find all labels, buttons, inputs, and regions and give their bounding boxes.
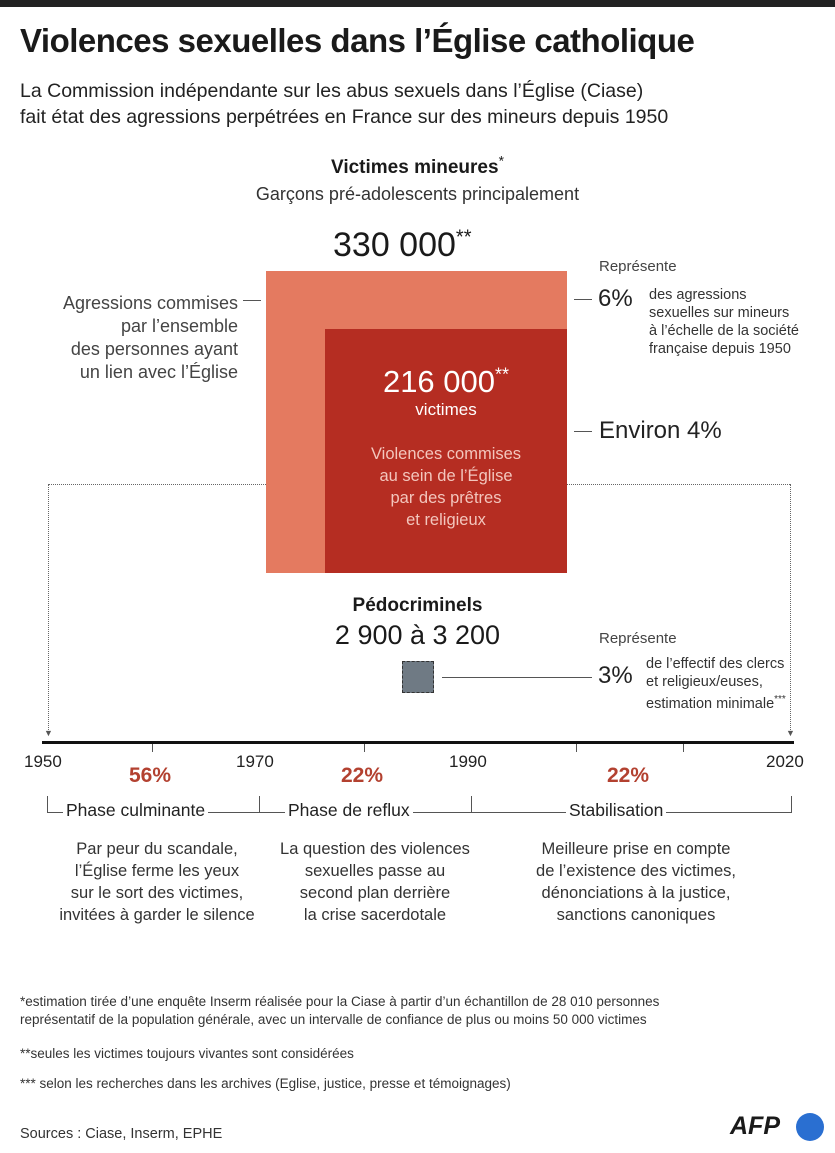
timeline-tick — [576, 744, 577, 752]
footnote-mark: ** — [495, 364, 510, 385]
guide-dotted-line — [567, 484, 790, 485]
footnote-text: estimation tirée d’une enquête Inserm réalisée pour la Ciase à partir d’un échantillon de 28 010 personnes — [25, 994, 660, 1009]
arrow-down-icon: ▼ — [786, 728, 795, 738]
connector-line — [574, 431, 592, 432]
year-label: 2020 — [766, 752, 804, 771]
footnote-mark: * — [20, 994, 26, 1009]
description-line: sur le sort des victimes, — [70, 884, 244, 902]
description-line: de l’effectif des clercs — [646, 656, 785, 672]
total-victims-number: 330 000 — [333, 226, 456, 264]
footnote-line: représentatif de la population générale, avec un intervalle de confiance de plus ou moins 50 000 victimes — [20, 1012, 647, 1027]
footnote-text: selon les recherches dans les archives (Eglise, justice, presse et témoignages) — [35, 1076, 511, 1091]
description-line: Meilleure prise en compte — [541, 840, 731, 858]
afp-logo-dot-icon — [796, 1113, 824, 1141]
offenders-share-percent: 3% — [598, 662, 633, 689]
represente-label: Représente — [599, 258, 677, 275]
description-line: Par peur du scandale, — [76, 840, 238, 858]
bar-offenders — [402, 661, 434, 693]
label-line: par l’ensemble — [120, 316, 238, 336]
sources: Sources : Ciase, Inserm, EPHE — [20, 1126, 223, 1142]
top-rule — [0, 0, 835, 7]
phase-description — [259, 838, 491, 926]
arrow-down-icon: ▼ — [44, 728, 53, 738]
total-victims-value — [333, 226, 471, 265]
description-line: et religieux — [406, 511, 486, 529]
timeline-tick — [683, 744, 684, 752]
phase-share: 22% — [607, 764, 650, 787]
guide-dotted-line — [48, 484, 266, 485]
description-line: des agressions — [649, 287, 747, 303]
phase-share: 56% — [129, 764, 172, 787]
year-label: 1950 — [24, 752, 62, 771]
church-victims-description — [325, 443, 567, 531]
label-line: Agressions commises — [62, 293, 238, 313]
description-line: la crise sacerdotale — [303, 906, 447, 924]
connector-line — [442, 677, 592, 678]
footnote-mark: *** — [774, 694, 786, 705]
connector-line — [243, 300, 261, 301]
phase-description — [506, 838, 766, 926]
victims-heading — [0, 152, 835, 179]
description-line: et religieux/euses, — [646, 674, 763, 690]
description-line: sexuelles passe au — [304, 862, 446, 880]
footnote — [20, 1045, 820, 1063]
subtitle-line: fait état des agressions perpétrées en France sur des mineurs depuis 1950 — [20, 106, 669, 128]
description-line: au sein de l’Église — [379, 467, 513, 485]
footnote-line — [20, 993, 820, 1011]
description-line: par des prêtres — [390, 489, 502, 507]
footnote-mark: * — [498, 152, 505, 169]
phase-name: Phase culminante — [63, 800, 208, 821]
offenders-heading: Pédocriminels — [352, 595, 483, 616]
description-line: La question des violences — [280, 840, 470, 858]
total-share-percent: 6% — [598, 285, 633, 312]
description-text: estimation minimale — [646, 695, 775, 712]
footnote-mark: ** — [455, 226, 472, 249]
all-church-linked-label — [20, 292, 238, 384]
description-line — [646, 691, 786, 713]
offenders-share-description — [646, 655, 786, 713]
total-share-description — [649, 286, 799, 358]
label-line: un lien avec l’Église — [79, 362, 238, 382]
footnote-mark: *** — [20, 1076, 36, 1091]
description-line: Violences commises — [370, 445, 522, 463]
phase-description — [42, 838, 272, 926]
footnote-text: seules les victimes toujours vivantes sont considérées — [30, 1046, 354, 1061]
description-line: invitées à garder le silence — [59, 906, 255, 924]
timeline-axis — [42, 741, 794, 744]
footnote — [20, 1075, 820, 1093]
description-line: sexuelles sur mineurs — [649, 305, 790, 321]
phase-name: Phase de reflux — [285, 800, 413, 821]
timeline-tick — [364, 744, 365, 752]
description-line: française depuis 1950 — [649, 341, 791, 357]
year-label: 1970 — [236, 752, 274, 771]
church-victims-number: 216 000 — [382, 364, 496, 399]
timeline-tick — [152, 744, 153, 752]
church-share-percent: Environ 4% — [599, 417, 722, 444]
connector-line — [574, 299, 592, 300]
victims-subheading: Garçons pré-adolescents principalement — [255, 184, 580, 204]
phase-name: Stabilisation — [566, 800, 666, 821]
description-line: sanctions canoniques — [556, 906, 716, 924]
offenders-range: 2 900 à 3 200 — [334, 620, 501, 650]
footnote-mark: ** — [20, 1046, 31, 1061]
church-victims-unit: victimes — [415, 400, 477, 419]
description-line: de l’existence des victimes, — [536, 862, 736, 880]
phase-share: 22% — [341, 764, 384, 787]
description-line: à l’échelle de la société — [649, 323, 799, 339]
description-line: second plan derrière — [299, 884, 451, 902]
church-victims-value — [325, 364, 567, 400]
subtitle-line: La Commission indépendante sur les abus sexuels dans l’Église (Ciase) — [20, 80, 644, 102]
represente-label: Représente — [599, 630, 677, 647]
description-line: l’Église ferme les yeux — [74, 862, 240, 880]
year-label: 1990 — [449, 752, 487, 771]
label-line: des personnes ayant — [70, 339, 238, 359]
afp-logo: AFP — [730, 1112, 780, 1140]
footnote — [20, 993, 820, 1029]
victims-heading-text: Victimes mineures — [330, 157, 499, 178]
description-line: dénonciations à la justice, — [541, 884, 731, 902]
subtitle — [20, 78, 820, 130]
page-title: Violences sexuelles dans l’Église catholique — [20, 22, 695, 59]
